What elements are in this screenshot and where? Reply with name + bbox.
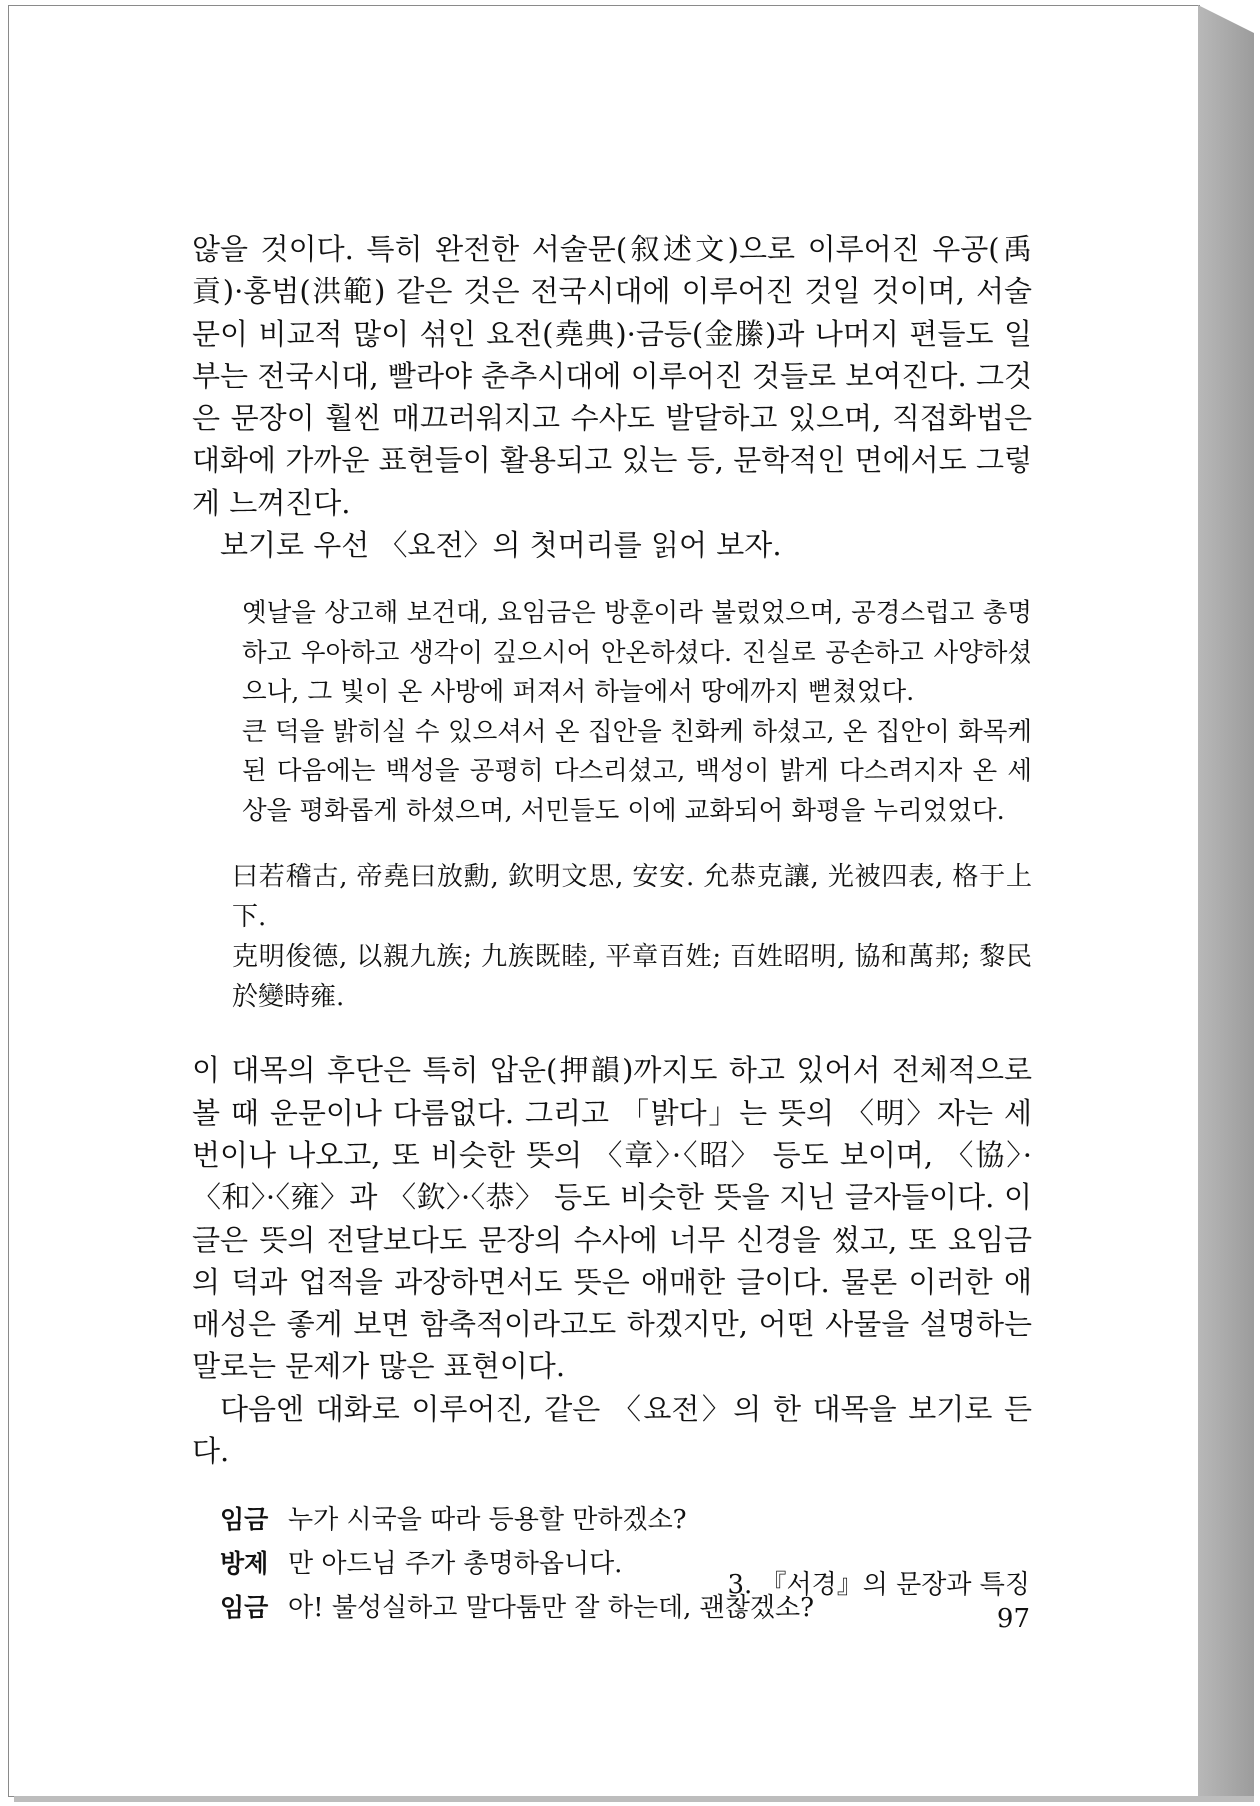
page-bottom-shadow <box>14 1796 1254 1802</box>
page-content <box>192 228 1032 1630</box>
dialogue-text: 누가 시국을 따라 등용할 만하겠소? <box>288 1505 687 1536</box>
quote-paragraph-2: 큰 덕을 밝히실 수 있으셔서 온 집안을 친화케 하셨고, 온 집안이 화목케 된 다음에는 백성을 공평히 다스리셨고, 백성이 밝게 다스려지자 온 세상을 평화롭게 하셨으며, 서민들도 이에 교화되어 화평을 누리었었다. <box>242 716 1032 826</box>
running-footer <box>670 1568 1030 1636</box>
hanmun-line-2: 克明俊德, 以親九族; 九族既睦, 平章百姓; 百姓昭明, 協和萬邦; 黎民於變時雍. <box>232 942 1032 1013</box>
dialogue-speaker: 방제 <box>220 1549 269 1579</box>
paragraph-1: 않을 것이다. 특히 완전한 서술문(叙述文)으로 이루어진 우공(禹貢)·홍범(洪範) 같은 것은 전국시대에 이루어진 것일 것이며, 서술문이 비교적 많이 섞인 요전(堯典)·금등(金縢)과 나머지 편들도 일부는 전국시대, 빨라야 춘추시대에 이루어진 것들로 보여진다. 그것은 문장이 훨씬 매끄러워지고 수사도 발달하고 있으며, 직접화법은 대화에 가까운 표현들이 활용되고 있는 등, 문학적인 면에서도 그렇게 느껴진다. <box>192 232 1032 520</box>
page-number: 97 <box>996 1604 1030 1634</box>
hanmun-line-1: 曰若稽古, 帝堯曰放勳, 欽明文思, 安安. 允恭克讓, 光被四表, 格于上下. <box>232 862 1032 933</box>
footer-chapter-title: 3. 『서경』의 문장과 특징 <box>727 1570 1030 1600</box>
page-edge-shadow <box>1198 5 1254 1801</box>
body-section-2 <box>192 1049 1032 1472</box>
body-section-1 <box>192 228 1032 566</box>
paragraph-3: 이 대목의 후단은 특히 압운(押韻)까지도 하고 있어서 전체적으로 볼 때 운문이나 다름없다. 그리고 「밝다」는 뜻의 〈明〉자는 세번이나 나오고, 또 비슷한 뜻의 〈章〉·〈昭〉 등도 보이며, 〈協〉·〈和〉·〈雍〉과 〈欽〉·〈恭〉 등도 비슷한 뜻을 지닌 글자들이다. 이 글은 뜻의 전달보다도 문장의 수사에 너무 신경을 썼고, 또 요임금의 덕과 업적을 과장하면서도 뜻은 애매한 글이다. 물론 이러한 애매성은 좋게 보면 함축적이라고도 하겠지만, 어떤 사물을 설명하는 말로는 문제가 많은 표현이다. <box>192 1053 1032 1384</box>
translation-quote <box>192 594 1032 831</box>
dialogue-text: 아! 불성실하고 말다툼만 잘 하는데, 괜찮겠소? <box>288 1593 815 1624</box>
quote-paragraph-1: 옛날을 상고해 보건대, 요임금은 방훈이라 불렀었으며, 공경스럽고 총명하고 우아하고 생각이 깊으시어 안온하셨다. 진실로 공손하고 사양하셨으나, 그 빛이 온 사방에 퍼져서 하늘에서 땅에까지 뻗쳤었다. <box>242 598 1032 708</box>
dialogue-speaker: 임금 <box>220 1593 269 1623</box>
dialogue-text: 만 아드님 주가 총명하옵니다. <box>288 1549 623 1580</box>
paragraph-2: 보기로 우선 〈요전〉의 첫머리를 읽어 보자. <box>220 528 782 563</box>
dialogue-line <box>220 1498 1032 1542</box>
dialogue-speaker: 임금 <box>220 1505 269 1535</box>
paragraph-4: 다음엔 대화로 이루어진, 같은 〈요전〉의 한 대목을 보기로 든다. <box>192 1391 1032 1469</box>
original-classical-text <box>192 857 1032 1017</box>
